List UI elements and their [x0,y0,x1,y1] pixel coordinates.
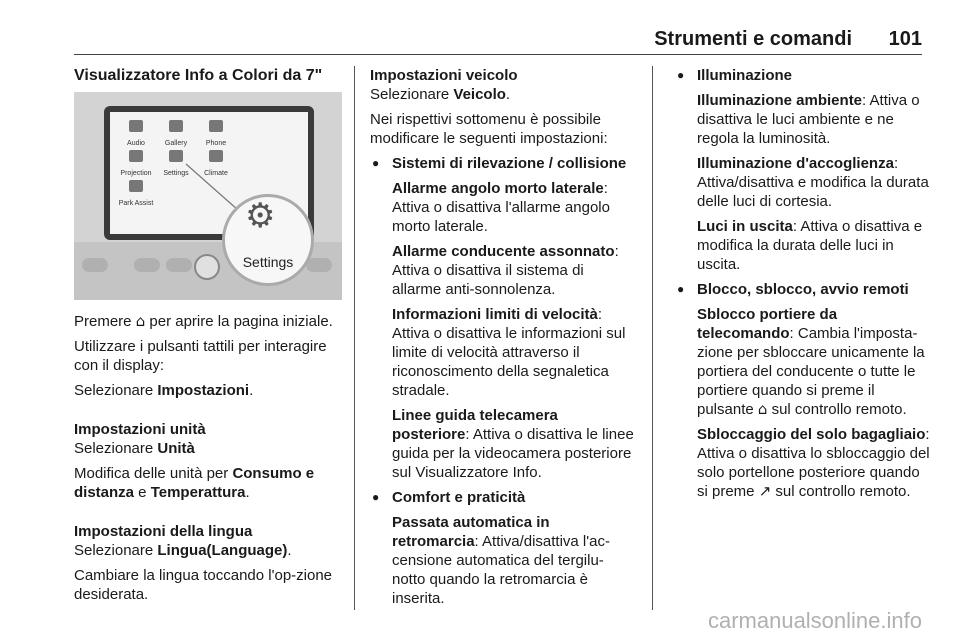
projection-app: Projection [116,150,156,183]
volume-knob [194,254,220,280]
setting-item: Informazioni limiti di velocità: Attiva o disattiva le informazioni sul limite di velocità attraverso il riconoscimento della segnaletica stradale. [392,306,626,399]
climate-app: Climate [196,150,236,183]
bullet-item: ● Sistemi di rilevazione / collisione [370,154,635,173]
settings-app: Settings [156,150,196,183]
paragraph: Selezionare Unità [74,440,195,457]
park-assist-app: Park Assist [116,180,156,213]
column-left [74,66,342,610]
audio-app: Audio [116,120,156,153]
setting-item: Allarme angolo morto laterale: Attiva o disattiva l'allarme angolo morto laterale. [392,180,610,235]
paragraph: Selezionare Impostazioni. [74,382,254,399]
bullet-item: ● Illuminazione [675,66,933,85]
paragraph: Cambiare la lingua toccando l'op-zione desiderata. [74,567,333,603]
panel-button [82,258,108,272]
setting-item: Linee guida telecamera posteriore: Attiva o disattiva le linee guida per la videocamera posteriore sul Visualizzatore Info. [392,407,634,481]
display-illustration [74,92,342,300]
gallery-app: Gallery [156,120,196,153]
watermark: carmanualsonline.info [707,608,922,633]
setting-item: Passata automatica in retromarcia: Attiva/disattiva l'ac-censione automatica del tergilu-notto quando la retromarcia è inserita. [392,514,610,607]
page-header [74,26,922,55]
home-icon: ⌂ [135,312,146,330]
section-title: Impostazioni unità [74,421,206,438]
paragraph: Nei rispettivi sottomenu è possibile modificare le seguenti impostazioni: [370,111,608,147]
column-divider [354,66,355,610]
setting-item: Sblocco portiere da telecomando: Cambia l'imposta-zione per sbloccare unicamente la portiera del conducente o tutte le portiere quando si preme il pulsante ⌂ sul controllo remoto. [697,306,925,418]
setting-item: Allarme conducente assonnato: Attiva o disattiva il sistema di allarme anti-sonnolenza. [392,243,619,298]
settings-zoom-callout [222,194,314,286]
setting-item: Illuminazione ambiente: Attiva o disattiva le luci ambiente e ne regola la luminosità. [697,92,920,147]
column-right [675,66,933,507]
column-middle [370,66,635,614]
zoom-label: Settings [242,254,294,270]
paragraph: Selezionare Veicolo. [370,86,511,103]
tailgate-icon: ↗ [758,482,772,500]
gear-icon: ⚙ [245,196,276,236]
section-title: Impostazioni della lingua [74,523,253,540]
column-divider [652,66,653,610]
bullet-item: ● Blocco, sblocco, avvio remoti [675,280,933,299]
bullet-item: ● Comfort e praticità [370,488,635,507]
panel-button [134,258,160,272]
paragraph: Modifica delle unità per Consumo e distanza e Temperattura. [74,465,315,501]
page-number: 101 [888,28,922,50]
setting-item: Sbloccaggio del solo bagagliaio: Attiva o disattiva lo sbloccaggio del solo portellone posteriore quando si preme ↗ sul controllo remoto. [697,426,930,500]
paragraph: Premere ⌂ per aprire la pagina iniziale. [74,312,333,330]
section-title: Visualizzatore Info a Colori da 7" [74,67,323,84]
panel-button [166,258,192,272]
setting-item: Luci in uscita: Attiva o disattiva e modifica la durata delle luci in uscita. [697,218,923,273]
paragraph: Utilizzare i pulsanti tattili per interagire con il display: [74,338,327,374]
phone-app: Phone [196,120,236,153]
section-title: Impostazioni veicolo [370,67,518,84]
unlock-icon: ⌂ [757,400,768,418]
setting-item: Illuminazione d'accoglienza: Attiva/disattiva e modifica la durata delle luci di cortesia. [697,155,929,210]
chapter-title: Strumenti e comandi [654,28,852,50]
paragraph: Selezionare Lingua(Language). [74,542,292,559]
